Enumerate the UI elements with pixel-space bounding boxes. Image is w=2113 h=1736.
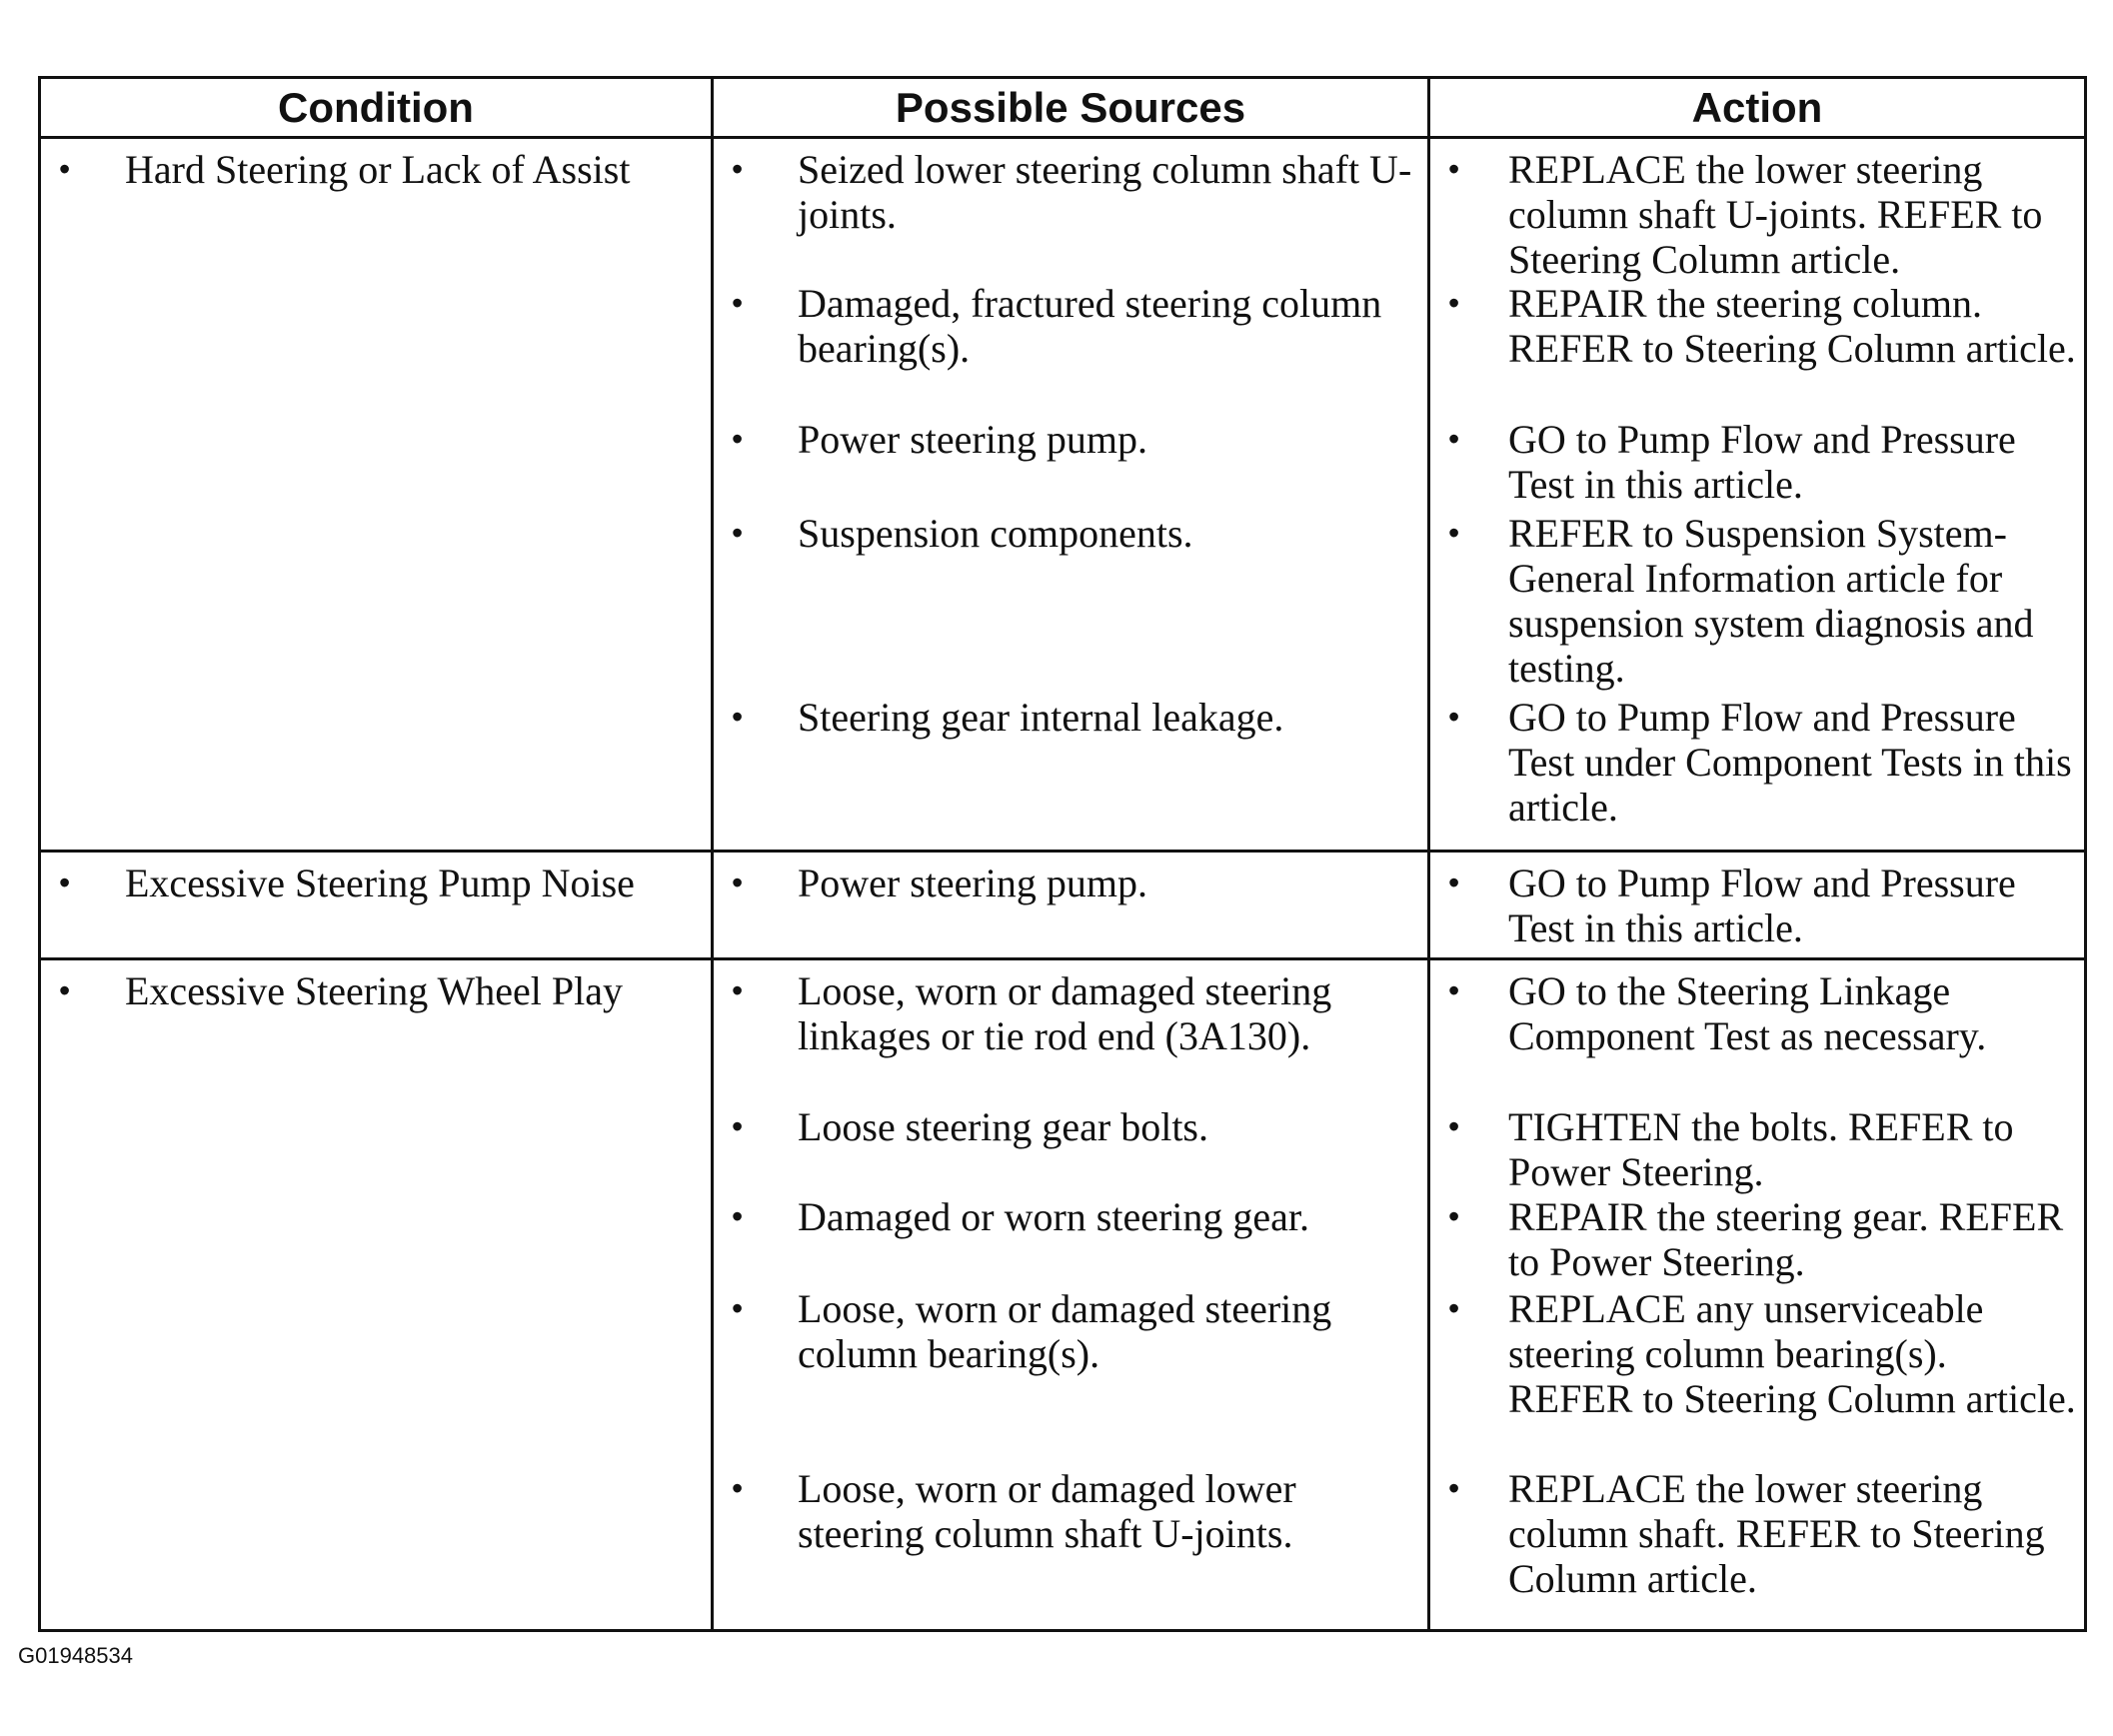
source-item: • Loose, worn or damaged steering column bearing(s). — [714, 1286, 1427, 1466]
condition-cell — [41, 853, 714, 957]
source-item: • Seized lower steering column shaft U-joints. — [714, 147, 1427, 281]
actions-cell — [1430, 960, 2084, 1629]
table-header-row — [41, 79, 2084, 139]
condition-cell — [41, 139, 714, 850]
source-item: • Power steering pump. — [714, 417, 1427, 511]
condition-cell — [41, 960, 714, 1629]
table-row — [41, 960, 2084, 1629]
source-item: • Power steering pump. — [714, 861, 1427, 905]
actions-cell — [1430, 139, 2084, 850]
source-item: • Steering gear internal leakage. — [714, 695, 1427, 740]
action-item: • REPLACE the lower steering column shaft U-joints. REFER to Steering Column article. — [1430, 147, 2084, 281]
table-row — [41, 853, 2084, 960]
condition-text: • Excessive Steering Wheel Play — [41, 968, 711, 1013]
action-item: • REPAIR the steering column. REFER to Steering Column article. — [1430, 281, 2084, 417]
sources-cell — [714, 853, 1430, 957]
source-item: • Damaged, fractured steering column bearing(s). — [714, 281, 1427, 417]
action-item: • REFER to Suspension System-General Information article for suspension system diagnosis and testing. — [1430, 511, 2084, 695]
source-item: • Loose steering gear bolts. — [714, 1104, 1427, 1194]
source-item: • Suspension components. — [714, 511, 1427, 695]
source-item: • Loose, worn or damaged steering linkages or tie rod end (3A130). — [714, 968, 1427, 1104]
header-action: Action — [1691, 83, 1823, 131]
source-item: • Loose, worn or damaged lower steering column shaft U-joints. — [714, 1466, 1427, 1556]
condition-text: • Hard Steering or Lack of Assist — [41, 147, 711, 192]
action-item: • GO to Pump Flow and Pressure Test in this article. — [1430, 417, 2084, 511]
action-item: • REPLACE the lower steering column shaft. REFER to Steering Column article. — [1430, 1466, 2084, 1601]
source-item: • Damaged or worn steering gear. — [714, 1194, 1427, 1286]
action-item: • TIGHTEN the bolts. REFER to Power Steering. — [1430, 1104, 2084, 1194]
condition-text: • Excessive Steering Pump Noise — [41, 861, 711, 905]
sources-cell — [714, 960, 1430, 1629]
action-item: • GO to the Steering Linkage Component Test as necessary. — [1430, 968, 2084, 1104]
figure-code: G01948534 — [18, 1643, 133, 1668]
diagnosis-table — [38, 76, 2087, 1632]
action-item: • REPAIR the steering gear. REFER to Power Steering. — [1430, 1194, 2084, 1286]
header-condition: Condition — [41, 79, 714, 136]
header-possible-sources: Possible Sources — [714, 79, 1430, 136]
actions-cell — [1430, 853, 2084, 957]
table-row — [41, 139, 2084, 853]
action-item: • GO to Pump Flow and Pressure Test in this article. — [1430, 861, 2084, 950]
sources-cell — [714, 139, 1430, 850]
action-item: • REPLACE any unserviceable steering column bearing(s). REFER to Steering Column article. — [1430, 1286, 2084, 1466]
action-item: • GO to Pump Flow and Pressure Test under Component Tests in this article. — [1430, 695, 2084, 830]
